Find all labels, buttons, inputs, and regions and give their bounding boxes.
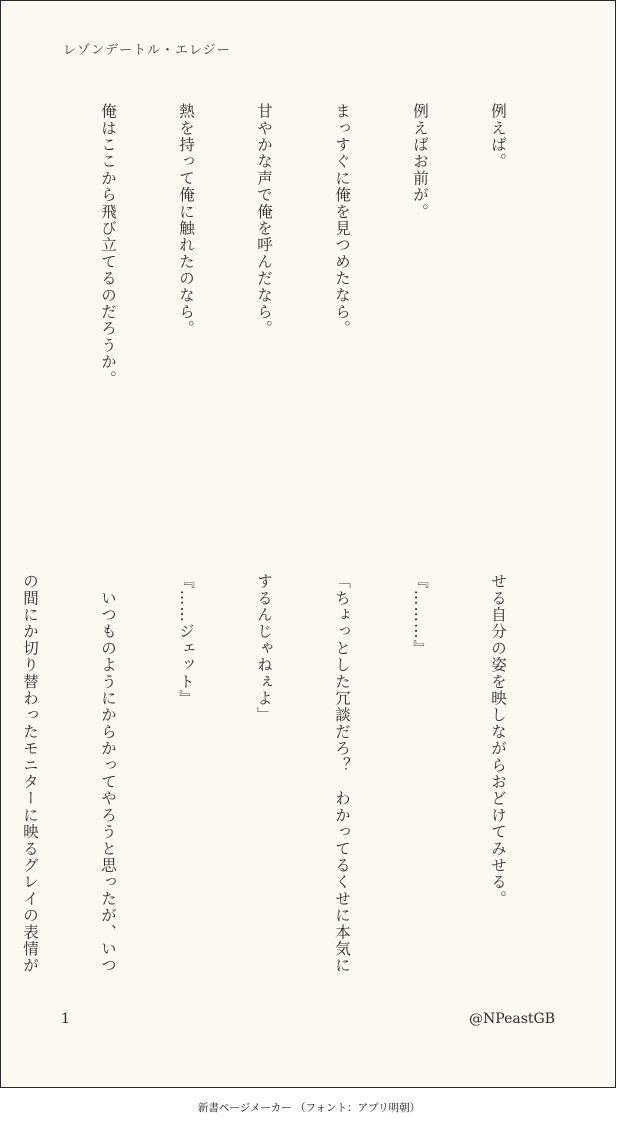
text-line: するんじゃねぇよ」 [255, 573, 273, 724]
running-head-title: レゾンデートル・エレジー [63, 43, 231, 58]
text-line: 甘やかな声で俺を呼んだなら。 [255, 103, 273, 337]
text-line: いつものようにからかってやろうと思ったが、いつ [99, 573, 117, 974]
page-number: 1 [61, 1011, 70, 1027]
text-line: 『………』 [411, 573, 429, 657]
text-line: 「ちょっとした冗談だろ？ わかってるくせに本気に [333, 573, 351, 974]
text-line: 熱を持って俺に触れたのなら。 [177, 103, 195, 337]
text-line: の間にか切り替わったモニターに映るグレイの表情が [21, 573, 39, 974]
text-line: 俺はここから飛び立てるのだろうか。 [99, 103, 117, 387]
text-line: 例えばお前が。 [411, 103, 429, 220]
text-block-bottom [0, 573, 563, 983]
text-line: せる自分の姿を映しながらおどけてみせる。 [489, 573, 507, 907]
text-line: 例えば。 [489, 103, 507, 170]
app-footer-caption: 新書ページメーカー （フォント：アプリ明朝） [197, 1102, 421, 1114]
author-handle: @NPeastGB [469, 1011, 555, 1027]
text-line: まっすぐに俺を見つめたなら。 [333, 103, 351, 337]
text-line: 『……ジェット』 [177, 573, 195, 707]
text-block-top [0, 103, 563, 513]
